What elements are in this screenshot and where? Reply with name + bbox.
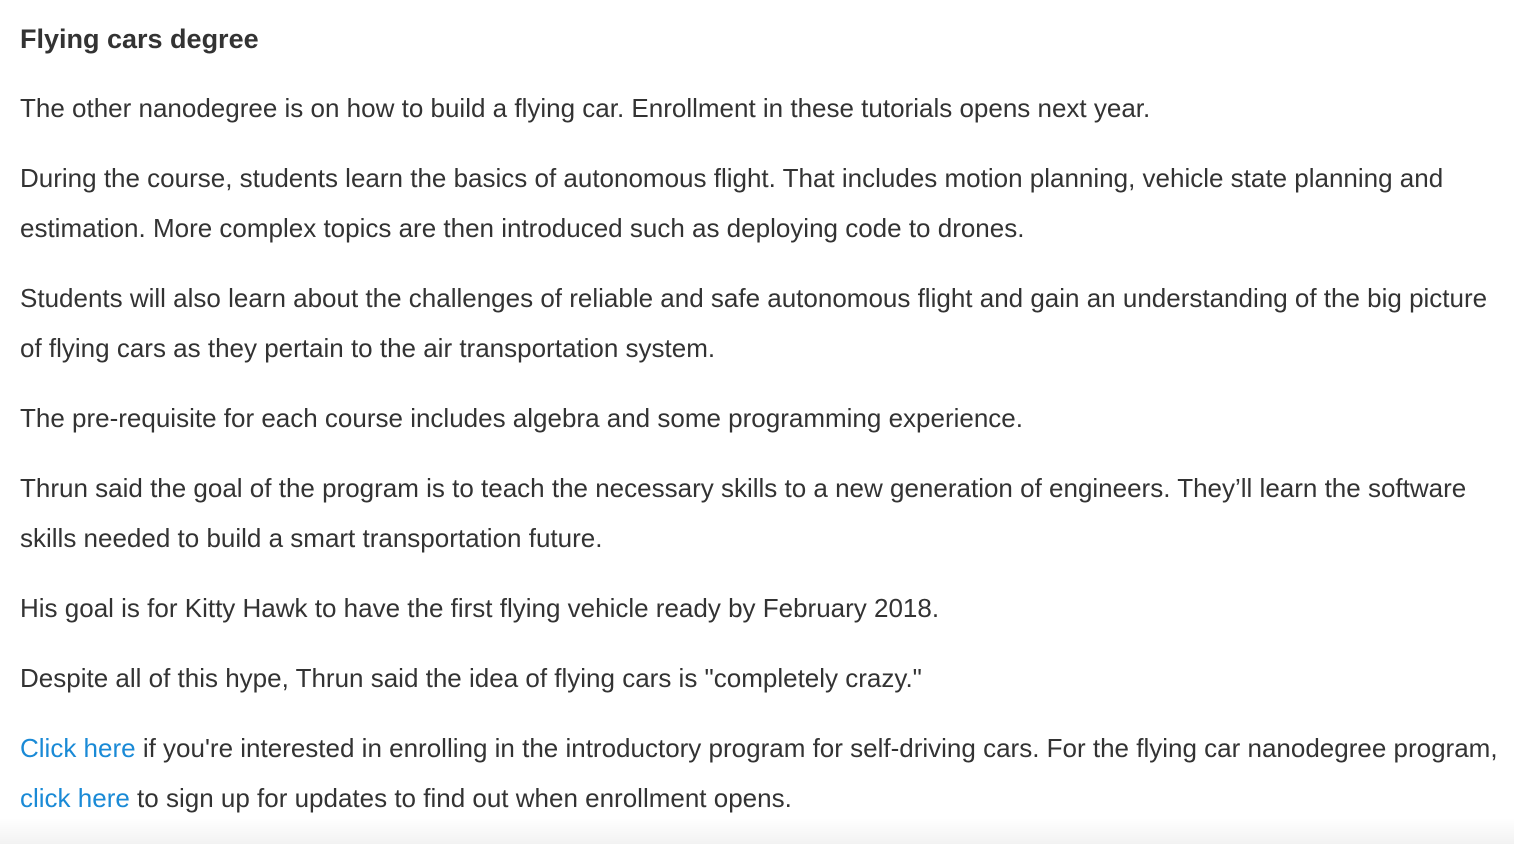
paragraph-goal: Thrun said the goal of the program is to teach the necessary skills to a new generation of engineers. They’ll learn the software skills needed to build a smart transportation future. [20, 473, 1467, 553]
closing-text-1: if you're interested in enrolling in the introductory program for self-driving cars. For the flying car nanodegree program, [135, 733, 1498, 763]
paragraph-closing [20, 723, 1500, 823]
paragraph-challenges: Students will also learn about the challenges of reliable and safe autonomous flight and gain an understanding of the big picture of flying cars as they pertain to the air transportation system. [20, 283, 1488, 363]
paragraph-hype: Despite all of this hype, Thrun said the idea of flying cars is "completely crazy." [20, 663, 922, 693]
closing-text-2: to sign up for updates to find out when enrollment opens. [129, 783, 792, 813]
paragraph-course: During the course, students learn the basics of autonomous flight. That includes motion planning, vehicle state planning and estimation. More complex topics are then introduced such as deploying code to drones. [20, 163, 1444, 243]
paragraph-enrollment: The other nanodegree is on how to build a flying car. Enrollment in these tutorials opens next year. [20, 93, 1151, 123]
bottom-fade [0, 818, 1514, 844]
section-heading: Flying cars degree [20, 24, 259, 54]
paragraph-kitty-hawk: His goal is for Kitty Hawk to have the first flying vehicle ready by February 2018. [20, 593, 940, 623]
flying-car-updates-link[interactable]: click here [20, 783, 130, 813]
paragraph-prerequisite: The pre-requisite for each course includes algebra and some programming experience. [20, 403, 1023, 433]
self-driving-enroll-link[interactable]: Click here [20, 733, 136, 763]
